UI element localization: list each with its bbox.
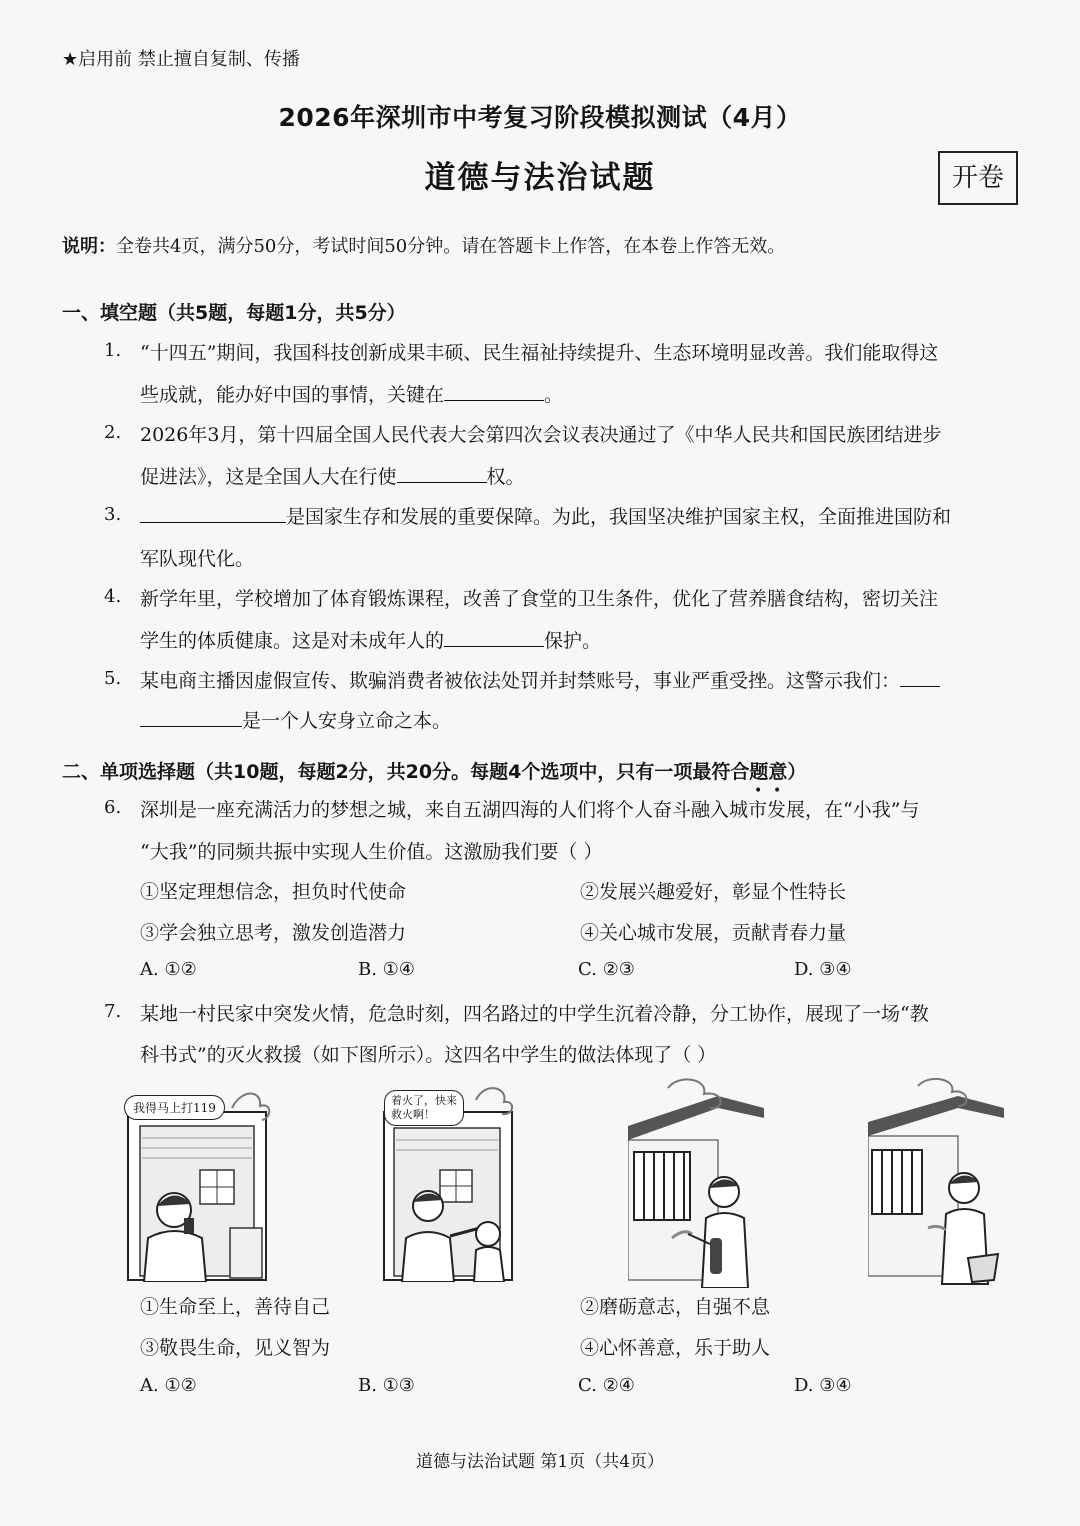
q1-line2 <box>140 380 563 407</box>
q2-line2-post: 权。 <box>486 466 525 488</box>
q7-choice-a: A. ①② <box>140 1375 197 1396</box>
confidential-notice: ★启用前 禁止擅自复制、传播 <box>62 49 300 70</box>
q4-line2 <box>140 626 601 653</box>
q3-answer-blank <box>140 504 286 523</box>
q4-line1: 新学年里，学校增加了体育锻炼课程，改善了食堂的卫生条件，优化了营养膳食结构，密切关注 <box>140 588 939 610</box>
q6-choice-a: A. ①② <box>140 959 197 980</box>
q4-number: 4. <box>104 586 122 607</box>
q7-choice-d: D. ③④ <box>794 1375 852 1396</box>
speech-bubble-2-line2: 救火啊！ <box>391 1108 435 1121</box>
q6-line1: 深圳是一座充满活力的梦想之城，来自五湖四海的人们将个人奋斗融入城市发展，在“小我”与 <box>140 799 920 821</box>
q4-answer-blank <box>444 628 544 647</box>
q6-option-1: ①坚定理想信念，担负时代使命 <box>140 881 407 903</box>
open-book-badge: 开卷 <box>938 151 1018 205</box>
q1-line2-post: 。 <box>544 384 564 406</box>
emphasis-dot: • <box>754 783 763 799</box>
q6-choice-c: C. ②③ <box>578 959 635 980</box>
q3-number: 3. <box>104 504 122 525</box>
q6-option-3: ③学会独立思考，激发创造潜力 <box>140 922 407 944</box>
q4-line2-post: 保护。 <box>544 630 602 652</box>
instructions-label: 说明： <box>62 236 116 257</box>
exam-subject: 道德与法治试题 <box>424 160 656 196</box>
q7-line2: 科书式”的灭火救援（如下图所示）。这四名中学生的做法体现了（ ） <box>140 1044 717 1066</box>
speech-bubble-2-line1: 着火了，快来 <box>391 1094 457 1107</box>
q2-line2 <box>140 462 525 489</box>
q2-line1: 2026年3月，第十四届全国人民代表大会第四次会议表决通过了《中华人民共和国民族团结进步 <box>140 424 942 446</box>
q7-choice-c: C. ②④ <box>578 1375 635 1396</box>
q3-line1-post: 是国家生存和发展的重要保障。为此，我国坚决维护国家主权，全面推进国防和 <box>286 506 952 528</box>
q7-option-2: ②磨砺意志，自强不息 <box>580 1296 771 1318</box>
q5-answer-blank-part2 <box>140 708 242 727</box>
q5-number: 5. <box>104 668 122 689</box>
q5-answer-blank-part1 <box>900 668 940 687</box>
speech-bubble-1: 我得马上打119 <box>124 1095 225 1120</box>
exam-title: 2026年深圳市中考复习阶段模拟测试（4月） <box>278 103 802 132</box>
q7-option-3: ③敬畏生命，见义智为 <box>140 1337 331 1359</box>
illustration-fire-extinguisher <box>628 1078 764 1288</box>
q2-line2-pre: 促进法》，这是全国人大在行使 <box>140 466 397 488</box>
q1-line1: “十四五”期间，我国科技创新成果丰硕、民生福祉持续提升、生态环境明显改善。我们能取得这 <box>140 342 939 364</box>
speech-bubble-2 <box>384 1090 464 1126</box>
page-footer: 道德与法治试题 第1页（共4页） <box>415 1452 665 1472</box>
q6-choice-b: B. ①④ <box>358 959 415 980</box>
q5-line2 <box>140 706 451 733</box>
q7-line1: 某地一村民家中突发火情，危急时刻，四名路过的中学生沉着冷静，分工协作，展现了一场“教 <box>140 1003 929 1025</box>
q1-answer-blank <box>444 382 544 401</box>
q5-line1-text: 某电商主播因虚假宣传、欺骗消费者被依法处罚并封禁账号，事业严重受挫。这警示我们： <box>140 670 901 692</box>
q1-line2-pre: 些成就，能办好中国的事情，关键在 <box>140 384 445 406</box>
q6-option-4: ④关心城市发展，贡献青春力量 <box>580 922 847 944</box>
q7-number: 7. <box>104 1001 122 1022</box>
q6-option-2: ②发展兴趣爱好，彰显个性特长 <box>580 881 847 903</box>
q6-line2: “大我”的同频共振中实现人生价值。这激励我们要（ ） <box>140 841 603 863</box>
instructions-text: 全卷共4页，满分50分，考试时间50分钟。请在答题卡上作答，在本卷上作答无效。 <box>116 236 786 257</box>
section2-heading: 二、单项选择题（共10题，每题2分，共20分。每题4个选项中，只有一项最符合题意） <box>62 761 807 783</box>
q3-line2: 军队现代化。 <box>140 548 255 570</box>
instructions <box>62 232 785 258</box>
q5-line1 <box>140 666 940 693</box>
emphasis-dot: • <box>773 783 782 799</box>
q4-line2-pre: 学生的体质健康。这是对未成年人的 <box>140 630 445 652</box>
illustration-water-bucket <box>868 1078 1004 1288</box>
q7-option-4: ④心怀善意，乐于助人 <box>580 1337 771 1359</box>
q1-number: 1. <box>104 340 122 361</box>
q2-number: 2. <box>104 422 122 443</box>
q3-line1 <box>140 502 951 529</box>
q6-number: 6. <box>104 797 122 818</box>
q2-answer-blank <box>397 464 487 483</box>
q7-choice-b: B. ①③ <box>358 1375 415 1396</box>
q5-line2-post: 是一个人安身立命之本。 <box>242 710 452 732</box>
q6-choice-d: D. ③④ <box>794 959 852 980</box>
section1-heading: 一、填空题（共5题，每题1分，共5分） <box>62 302 406 324</box>
q7-option-1: ①生命至上，善待自己 <box>140 1296 331 1318</box>
